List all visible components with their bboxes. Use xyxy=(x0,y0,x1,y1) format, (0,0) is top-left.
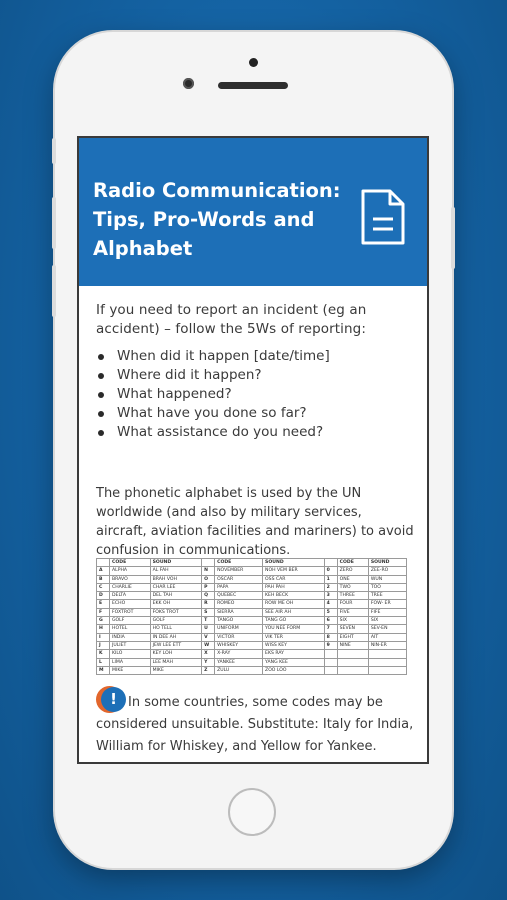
table-row xyxy=(97,617,407,625)
table-cell: 6 xyxy=(324,617,337,625)
warning-icon: ! xyxy=(96,686,126,714)
table-header xyxy=(97,559,110,567)
table-cell: WISS KEY xyxy=(263,641,325,649)
table-cell xyxy=(368,650,406,658)
table-body xyxy=(97,567,407,675)
table-cell: BRAVO xyxy=(110,575,151,583)
five-ws-list xyxy=(96,347,416,442)
table-cell xyxy=(324,650,337,658)
table-cell: FOKS TROT xyxy=(150,608,201,616)
table-cell: 0 xyxy=(324,567,337,575)
table-header: SOUND xyxy=(150,559,201,567)
table-cell: X xyxy=(202,650,215,658)
table-cell: G xyxy=(97,617,110,625)
table-cell: TWO xyxy=(337,583,368,591)
table-cell: J xyxy=(97,641,110,649)
table-cell: ONE xyxy=(337,575,368,583)
table-cell: SIX xyxy=(368,617,406,625)
table-cell: C xyxy=(97,583,110,591)
table-cell: PAPA xyxy=(215,583,263,591)
table-row xyxy=(97,650,407,658)
table-cell: DELTA xyxy=(110,592,151,600)
table-cell: TREE xyxy=(368,592,406,600)
table-cell: NINE xyxy=(337,641,368,649)
table-cell: W xyxy=(202,641,215,649)
volume-up-button xyxy=(52,197,56,249)
table-cell: D xyxy=(97,592,110,600)
table-row xyxy=(97,633,407,641)
table-cell: FOW- ER xyxy=(368,600,406,608)
table-cell: ROMEO xyxy=(215,600,263,608)
header-banner xyxy=(79,138,427,286)
table-row xyxy=(97,666,407,674)
list-item: What happened? xyxy=(96,385,416,404)
table-row xyxy=(97,567,407,575)
table-row xyxy=(97,641,407,649)
table-cell: SIERRA xyxy=(215,608,263,616)
table-cell xyxy=(337,666,368,674)
table-cell: WUN xyxy=(368,575,406,583)
table-cell: LIMA xyxy=(110,658,151,666)
table-cell: H xyxy=(97,625,110,633)
table-cell: JEW LEE ETT xyxy=(150,641,201,649)
table-cell: MIKE xyxy=(150,666,201,674)
table-cell: V xyxy=(202,633,215,641)
table-cell: SEVEN xyxy=(337,625,368,633)
table-cell: UNIFORM xyxy=(215,625,263,633)
phonetic-paragraph: The phonetic alphabet is used by the UN worldwide (and also by military services, aircraft, aviation facilities and mariners) to avoid confusion in communications. xyxy=(96,486,414,558)
table-cell: YANG KEE xyxy=(263,658,325,666)
table-row xyxy=(97,600,407,608)
table-cell: E xyxy=(97,600,110,608)
table-cell: HOTEL xyxy=(110,625,151,633)
table-row xyxy=(97,625,407,633)
table-cell: ZULU xyxy=(215,666,263,674)
table-cell: I xyxy=(97,633,110,641)
table-cell: O xyxy=(202,575,215,583)
table-cell: GOLF xyxy=(110,617,151,625)
table-cell: GOLF xyxy=(150,617,201,625)
table-cell: QUEBEC xyxy=(215,592,263,600)
table-cell: AL FAH xyxy=(150,567,201,575)
table-cell: ZEE-RO xyxy=(368,567,406,575)
table-row xyxy=(97,583,407,591)
table-cell: OSCAR xyxy=(215,575,263,583)
phonetic-alphabet-table xyxy=(96,558,407,675)
table-cell: VICTOR xyxy=(215,633,263,641)
table-cell: IN DEE AH xyxy=(150,633,201,641)
table-cell xyxy=(337,658,368,666)
table-cell xyxy=(368,658,406,666)
report-section xyxy=(96,301,416,442)
table-cell: P xyxy=(202,583,215,591)
table-cell: TANGO xyxy=(215,617,263,625)
table-cell: FIVE xyxy=(337,608,368,616)
table-cell: KEY LOH xyxy=(150,650,201,658)
table-cell: B xyxy=(97,575,110,583)
table-cell: 9 xyxy=(324,641,337,649)
table-cell: L xyxy=(97,658,110,666)
table-cell: ZERO xyxy=(337,567,368,575)
table-cell xyxy=(324,658,337,666)
table-cell: 4 xyxy=(324,600,337,608)
table-cell: THREE xyxy=(337,592,368,600)
power-button xyxy=(451,207,455,269)
table-cell: YANKEE xyxy=(215,658,263,666)
table-cell: INDIA xyxy=(110,633,151,641)
table-cell: HO TELL xyxy=(150,625,201,633)
table-cell: FIFE xyxy=(368,608,406,616)
table-cell: DEL TAH xyxy=(150,592,201,600)
table-cell: BRAH VOH xyxy=(150,575,201,583)
table-header: CODE xyxy=(110,559,151,567)
table-cell: K xyxy=(97,650,110,658)
table-cell: Q xyxy=(202,592,215,600)
table-cell: YOU NEE FORM xyxy=(263,625,325,633)
note-text: In some countries, some codes may be considered unsuitable. Substitute: Italy for India, William for Whiskey, and Yellow for Yankee. xyxy=(96,695,414,754)
table-cell: A xyxy=(97,567,110,575)
table-cell: ROW ME OH xyxy=(263,600,325,608)
table-row xyxy=(97,592,407,600)
table-cell: FOUR xyxy=(337,600,368,608)
table-cell: S xyxy=(202,608,215,616)
table-cell: R xyxy=(202,600,215,608)
table-cell: EIGHT xyxy=(337,633,368,641)
table-cell: PAH PAH xyxy=(263,583,325,591)
table-cell: 2 xyxy=(324,583,337,591)
list-item: When did it happen [date/time] xyxy=(96,347,416,366)
screen xyxy=(77,136,429,764)
document-icon xyxy=(360,188,406,246)
table-cell: M xyxy=(97,666,110,674)
table-row xyxy=(97,575,407,583)
table-cell: AIT xyxy=(368,633,406,641)
table-cell: OSS CAR xyxy=(263,575,325,583)
table-cell: F xyxy=(97,608,110,616)
table-cell: ALPHA xyxy=(110,567,151,575)
sensor-dot xyxy=(249,58,258,67)
table-header: CODE xyxy=(337,559,368,567)
table-cell: CHARLIE xyxy=(110,583,151,591)
table-header: SOUND xyxy=(368,559,406,567)
table-row xyxy=(97,658,407,666)
table-cell: NOH VEM BER xyxy=(263,567,325,575)
earpiece-speaker xyxy=(218,82,288,89)
table-header xyxy=(324,559,337,567)
table-header: CODE xyxy=(215,559,263,567)
table-cell: MIKE xyxy=(110,666,151,674)
table-cell: X-RAY xyxy=(215,650,263,658)
table-cell: KILO xyxy=(110,650,151,658)
table-cell xyxy=(337,650,368,658)
table-cell: 5 xyxy=(324,608,337,616)
list-item: What have you done so far? xyxy=(96,404,416,423)
mute-switch xyxy=(52,138,56,164)
table-cell: U xyxy=(202,625,215,633)
table-cell: T xyxy=(202,617,215,625)
table-cell: SEE AIR AH xyxy=(263,608,325,616)
table-cell: NIN-ER xyxy=(368,641,406,649)
home-button[interactable] xyxy=(228,788,276,836)
volume-down-button xyxy=(52,265,56,317)
table-cell: SIX xyxy=(337,617,368,625)
table-cell xyxy=(368,666,406,674)
list-item: Where did it happen? xyxy=(96,366,416,385)
table-cell: 3 xyxy=(324,592,337,600)
table-cell: SEV-EN xyxy=(368,625,406,633)
table-cell: CHAR LEE xyxy=(150,583,201,591)
table-cell: 7 xyxy=(324,625,337,633)
table-cell: ECHO xyxy=(110,600,151,608)
table-cell xyxy=(324,666,337,674)
table-cell: VIK TER xyxy=(263,633,325,641)
table-header: SOUND xyxy=(263,559,325,567)
table-cell: NOVEMBER xyxy=(215,567,263,575)
intro-text: If you need to report an incident (eg an accident) – follow the 5Ws of reporting: xyxy=(96,302,367,337)
table-cell: 1 xyxy=(324,575,337,583)
page-title: Radio Communication: Tips, Pro-Words and Alphabet xyxy=(93,179,341,260)
table-cell: Y xyxy=(202,658,215,666)
substitution-note xyxy=(96,686,416,758)
front-camera xyxy=(183,78,194,89)
list-item: What assistance do you need? xyxy=(96,423,416,442)
table-cell: Z xyxy=(202,666,215,674)
table-cell: WHISKEY xyxy=(215,641,263,649)
table-cell: ZOO LOO xyxy=(263,666,325,674)
table-cell: TANG GO xyxy=(263,617,325,625)
table-cell: JULIET xyxy=(110,641,151,649)
table-cell: EKS RAY xyxy=(263,650,325,658)
table-header xyxy=(202,559,215,567)
table-cell: 8 xyxy=(324,633,337,641)
table-cell: TOO xyxy=(368,583,406,591)
phone-frame xyxy=(55,32,452,868)
table-cell: LEE MAH xyxy=(150,658,201,666)
table-cell: KEH BECK xyxy=(263,592,325,600)
table-row xyxy=(97,608,407,616)
table-cell: N xyxy=(202,567,215,575)
table-cell: EKK OH xyxy=(150,600,201,608)
table-header-row xyxy=(97,559,407,567)
table-cell: FOXTROT xyxy=(110,608,151,616)
